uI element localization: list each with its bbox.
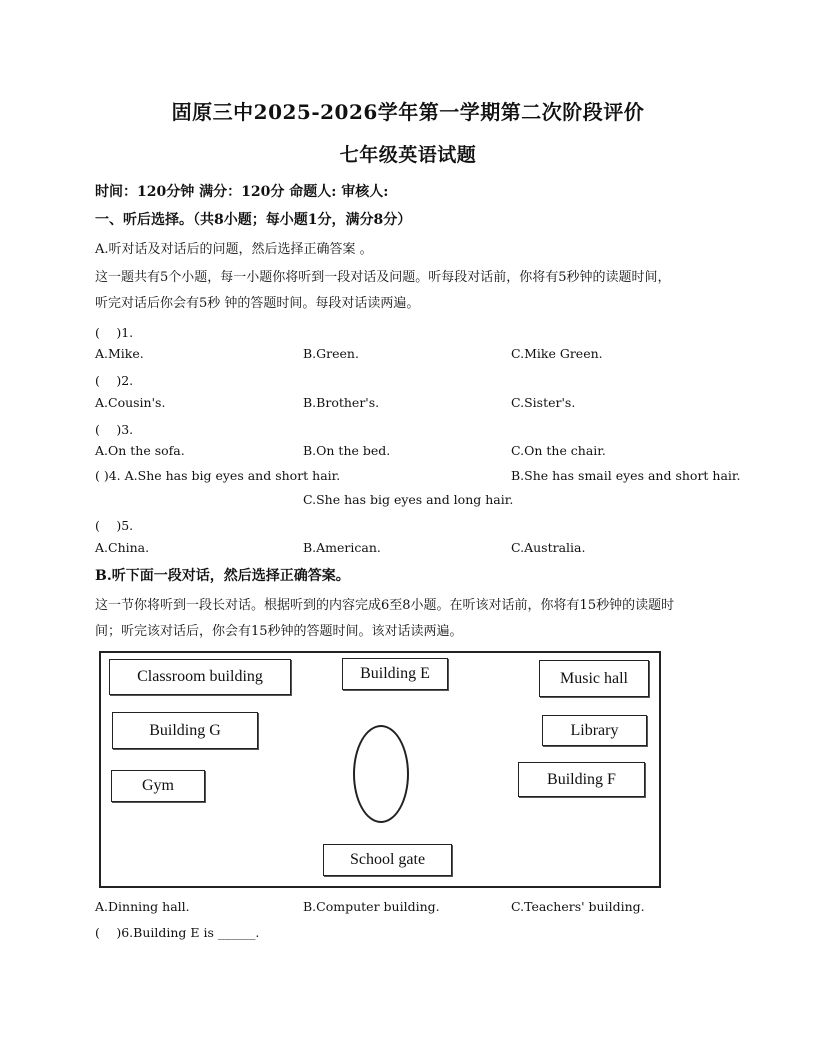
question-3-stem: ( )3.	[95, 422, 134, 437]
map-option-b: B.Computer building.	[303, 899, 440, 914]
exam-subtitle: 七年级英语试题	[339, 144, 477, 166]
question-3-option-c: C.On the chair.	[511, 443, 606, 458]
question-3-option-a: A.On the sofa.	[95, 443, 185, 458]
building-g-box: Building G	[112, 712, 258, 749]
question-1-option-a: A.Mike.	[95, 346, 144, 361]
part-a-instruction-1: 这一题共有5个小题，每一小题你将听到一段对话及问题。听每段对话前，你将有5秒钟的读题时间，	[95, 270, 671, 285]
part-b-instruction-1: 这一节你将听到一段长对话。根据听到的内容完成6至8小题。在听该对话前，你将有15秒钟的读题时	[95, 598, 675, 613]
music-hall-box: Music hall	[539, 660, 649, 697]
map-option-c: C.Teachers' building.	[511, 899, 645, 914]
question-2-option-a: A.Cousin's.	[95, 395, 166, 410]
question-4-stem: ( )4. A.She has big eyes and short hair.	[95, 468, 341, 483]
question-5-option-b: B.American.	[303, 540, 381, 555]
question-2-option-c: C.Sister's.	[511, 395, 576, 410]
map-option-a: A.Dinning hall.	[95, 899, 190, 914]
question-4-option-c: C.She has big eyes and long hair.	[303, 492, 514, 507]
question-2-stem: ( )2.	[95, 373, 134, 388]
school-gate-box: School gate	[323, 844, 452, 876]
building-f-box: Building F	[518, 762, 645, 797]
library-box: Library	[542, 715, 647, 746]
question-1-option-c: C.Mike Green.	[511, 346, 603, 361]
gym-box: Gym	[111, 770, 205, 802]
question-5-option-a: A.China.	[95, 540, 150, 555]
question-5-option-c: C.Australia.	[511, 540, 586, 555]
exam-title: 固原三中2025-2026学年第一学期第二次阶段评价	[171, 100, 645, 124]
part-a-instruction-2: 听完对话后你会有5秒 钟的答题时间。每段对话读两遍。	[95, 296, 420, 311]
question-1-stem: ( )1.	[95, 325, 134, 340]
part-a-heading: A.听对话及对话后的问题，然后选择正确答案 。	[95, 242, 373, 257]
part-b-instruction-2: 间；听完该对话后，你会有15秒钟的答题时间。该对话读两遍。	[95, 624, 463, 639]
section-heading: 一、听后选择。（共8小题；每小题1分，满分8分）	[95, 212, 412, 228]
question-5-stem: ( )5.	[95, 518, 134, 533]
question-4-option-b: B.She has smail eyes and short hair.	[511, 468, 741, 483]
question-3-option-b: B.On the bed.	[303, 443, 391, 458]
exam-meta: 时间：120分钟 满分：120分 命题人: 审核人:	[95, 184, 389, 200]
building-e-box: Building E	[342, 658, 448, 690]
question-6-stem: ( )6.Building E is ______.	[95, 925, 260, 940]
part-b-heading: B.听下面一段对话，然后选择正确答案。	[95, 568, 350, 584]
classroom-building-box: Classroom building	[109, 659, 291, 695]
center-oval	[353, 725, 409, 823]
campus-map	[99, 651, 661, 888]
question-1-option-b: B.Green.	[303, 346, 359, 361]
question-2-option-b: B.Brother's.	[303, 395, 380, 410]
